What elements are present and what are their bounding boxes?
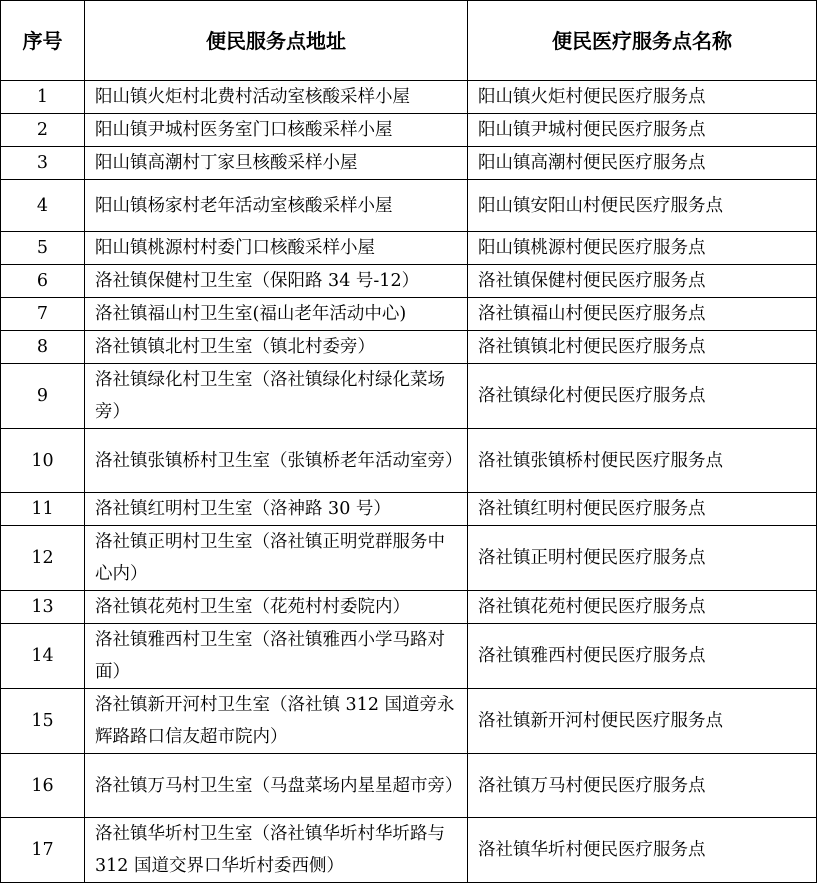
row-address: 阳山镇尹城村医务室门口核酸采样小屋	[85, 114, 468, 147]
row-address: 洛社镇华圻村卫生室（洛社镇华圻村华圻路与 312 国道交界口华圻村委西侧）	[85, 818, 468, 883]
row-service-point-name: 阳山镇火炬村便民医疗服务点	[468, 81, 817, 114]
header-address: 便民服务点地址	[85, 1, 468, 81]
row-number: 2	[1, 114, 85, 147]
row-address: 阳山镇高潮村丁家旦核酸采样小屋	[85, 147, 468, 180]
row-service-point-name: 洛社镇万马村便民医疗服务点	[468, 754, 817, 818]
row-number: 14	[1, 624, 85, 689]
row-address: 洛社镇镇北村卫生室（镇北村委旁）	[85, 331, 468, 364]
row-service-point-name: 洛社镇镇北村便民医疗服务点	[468, 331, 817, 364]
row-service-point-name: 洛社镇张镇桥村便民医疗服务点	[468, 429, 817, 493]
row-address: 洛社镇保健村卫生室（保阳路 34 号-12）	[85, 265, 468, 298]
row-number: 4	[1, 180, 85, 232]
table-header-row	[1, 1, 817, 81]
table-row	[1, 818, 817, 883]
table-row	[1, 147, 817, 180]
row-number: 5	[1, 232, 85, 265]
row-number: 15	[1, 689, 85, 754]
table-row	[1, 429, 817, 493]
table-row	[1, 624, 817, 689]
row-number: 10	[1, 429, 85, 493]
table-row	[1, 232, 817, 265]
row-service-point-name: 阳山镇安阳山村便民医疗服务点	[468, 180, 817, 232]
row-address: 洛社镇福山村卫生室(福山老年活动中心)	[85, 298, 468, 331]
row-address: 阳山镇杨家村老年活动室核酸采样小屋	[85, 180, 468, 232]
row-number: 8	[1, 331, 85, 364]
row-address: 洛社镇正明村卫生室（洛社镇正明党群服务中心内）	[85, 526, 468, 591]
row-number: 1	[1, 81, 85, 114]
row-address: 洛社镇张镇桥村卫生室（张镇桥老年活动室旁）	[85, 429, 468, 493]
row-number: 9	[1, 364, 85, 429]
row-number: 17	[1, 818, 85, 883]
row-number: 11	[1, 493, 85, 526]
row-address: 洛社镇新开河村卫生室（洛社镇 312 国道旁永辉路路口信友超市院内）	[85, 689, 468, 754]
row-address: 洛社镇万马村卫生室（马盘菜场内星星超市旁）	[85, 754, 468, 818]
header-number: 序号	[1, 1, 85, 81]
row-address: 洛社镇绿化村卫生室（洛社镇绿化村绿化菜场旁）	[85, 364, 468, 429]
row-number: 7	[1, 298, 85, 331]
row-number: 16	[1, 754, 85, 818]
row-service-point-name: 洛社镇绿化村便民医疗服务点	[468, 364, 817, 429]
row-number: 3	[1, 147, 85, 180]
table-row	[1, 81, 817, 114]
header-service-point-name: 便民医疗服务点名称	[468, 1, 817, 81]
table-row	[1, 526, 817, 591]
row-service-point-name: 洛社镇雅西村便民医疗服务点	[468, 624, 817, 689]
table-row	[1, 754, 817, 818]
row-service-point-name: 洛社镇红明村便民医疗服务点	[468, 493, 817, 526]
row-address: 阳山镇桃源村村委门口核酸采样小屋	[85, 232, 468, 265]
row-number: 6	[1, 265, 85, 298]
row-service-point-name: 洛社镇正明村便民医疗服务点	[468, 526, 817, 591]
row-service-point-name: 阳山镇桃源村便民医疗服务点	[468, 232, 817, 265]
table-row	[1, 364, 817, 429]
table-row	[1, 493, 817, 526]
row-address: 洛社镇红明村卫生室（洛神路 30 号）	[85, 493, 468, 526]
row-service-point-name: 洛社镇福山村便民医疗服务点	[468, 298, 817, 331]
row-service-point-name: 阳山镇尹城村便民医疗服务点	[468, 114, 817, 147]
table-row	[1, 689, 817, 754]
row-address: 洛社镇雅西村卫生室（洛社镇雅西小学马路对面）	[85, 624, 468, 689]
table-row	[1, 331, 817, 364]
row-service-point-name: 洛社镇保健村便民医疗服务点	[468, 265, 817, 298]
table-row	[1, 298, 817, 331]
row-service-point-name: 阳山镇高潮村便民医疗服务点	[468, 147, 817, 180]
table-row	[1, 591, 817, 624]
row-service-point-name: 洛社镇新开河村便民医疗服务点	[468, 689, 817, 754]
row-service-point-name: 洛社镇花苑村便民医疗服务点	[468, 591, 817, 624]
row-address: 洛社镇花苑村卫生室（花苑村村委院内）	[85, 591, 468, 624]
row-number: 13	[1, 591, 85, 624]
row-service-point-name: 洛社镇华圻村便民医疗服务点	[468, 818, 817, 883]
table-row	[1, 180, 817, 232]
table-row	[1, 114, 817, 147]
table-row	[1, 265, 817, 298]
row-number: 12	[1, 526, 85, 591]
row-address: 阳山镇火炬村北费村活动室核酸采样小屋	[85, 81, 468, 114]
